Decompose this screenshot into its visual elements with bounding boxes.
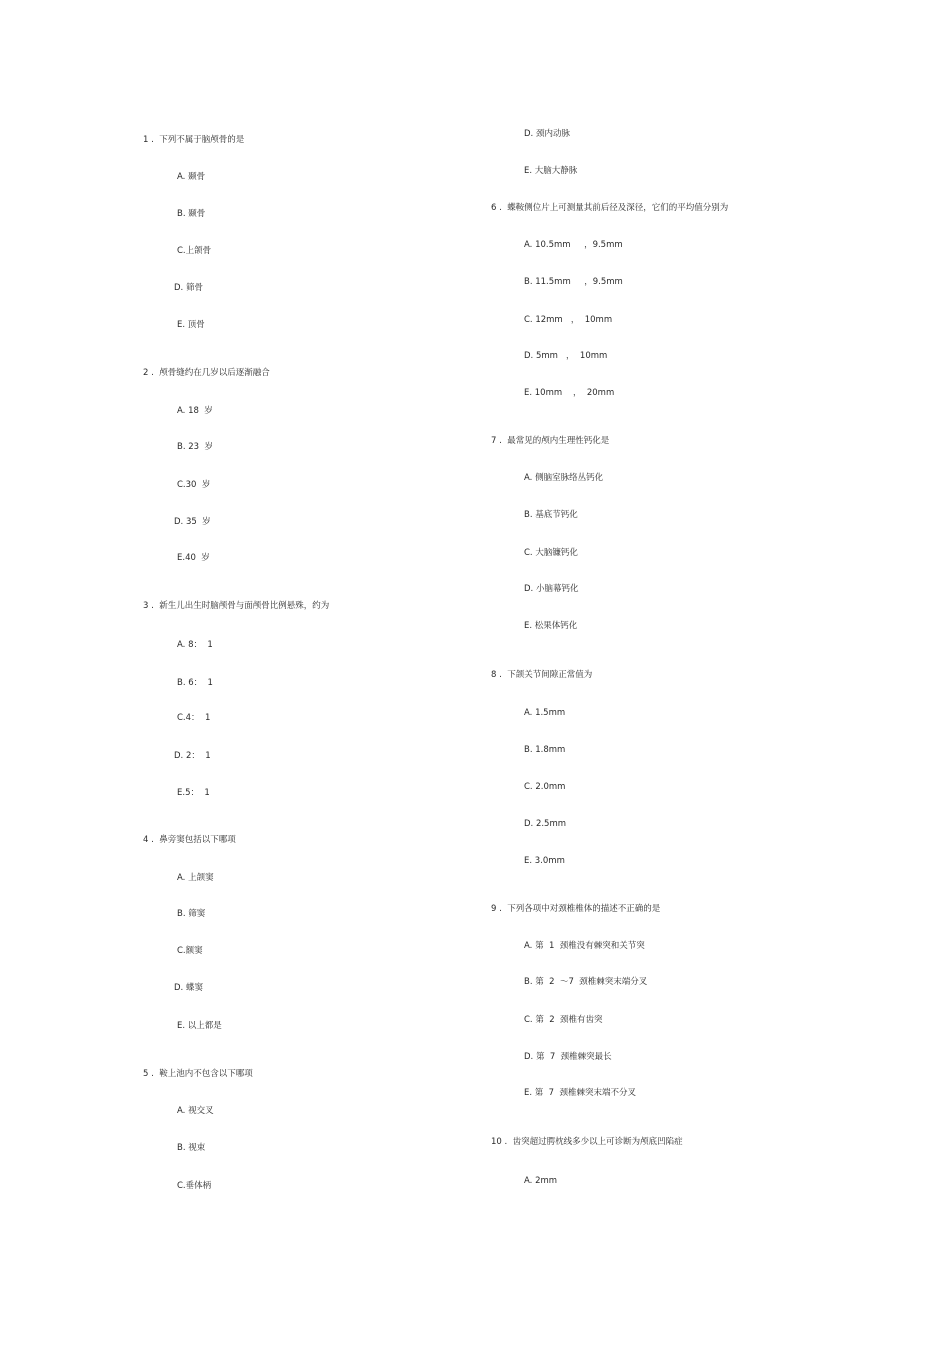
question-5: 5 . 鞍上池内不包含以下哪项 xyxy=(143,1069,253,1079)
q4-option-a[interactable]: A. 上颌窦 xyxy=(177,873,214,883)
left-column xyxy=(0,0,360,1345)
q1-option-a[interactable]: A. 颞骨 xyxy=(177,172,206,182)
q5-option-c[interactable]: C.垂体柄 xyxy=(177,1181,212,1191)
q8-option-d[interactable]: D. 2.5mm xyxy=(524,819,567,829)
q3-option-c[interactable]: C.4： 1 xyxy=(177,713,211,723)
question-10: 10 . 齿突超过腭枕线多少以上可诊断为颅底凹陷症 xyxy=(491,1137,683,1147)
q10-option-a[interactable]: A. 2mm xyxy=(524,1176,558,1186)
q8-option-b[interactable]: B. 1.8mm xyxy=(524,745,566,755)
q9-option-b[interactable]: B. 第 2 ～7 颈椎棘突末端分叉 xyxy=(524,977,648,987)
q7-option-a[interactable]: A. 侧脑室脉络丛钙化 xyxy=(524,473,604,483)
q6-option-a[interactable]: A. 10.5mm ，9.5mm xyxy=(524,240,623,250)
q7-option-e[interactable]: E. 松果体钙化 xyxy=(524,621,578,631)
question-9: 9 . 下列各项中对颈椎椎体的描述不正确的是 xyxy=(491,904,661,914)
q6-option-b[interactable]: B. 11.5mm ，9.5mm xyxy=(524,277,623,287)
q2-option-b[interactable]: B. 23 岁 xyxy=(177,442,213,452)
q4-option-c[interactable]: C.额窦 xyxy=(177,946,203,956)
q3-option-e[interactable]: E.5： 1 xyxy=(177,788,210,798)
q5-option-e[interactable]: E. 大脑大静脉 xyxy=(524,166,578,176)
q2-option-a[interactable]: A. 18 岁 xyxy=(177,406,213,416)
q3-option-d[interactable]: D. 2： 1 xyxy=(174,751,211,761)
q5-option-d[interactable]: D. 颈内动脉 xyxy=(524,129,570,139)
q4-option-d[interactable]: D. 蝶窦 xyxy=(174,983,203,993)
q4-option-b[interactable]: B. 筛窦 xyxy=(177,909,206,919)
q9-option-e[interactable]: E. 第 7 颈椎棘突末端不分叉 xyxy=(524,1088,636,1098)
question-8: 8 . 下颌关节间隙正常值为 xyxy=(491,670,593,680)
q7-option-c[interactable]: C. 大脑镰钙化 xyxy=(524,548,578,558)
q7-option-d[interactable]: D. 小脑幕钙化 xyxy=(524,584,579,594)
q9-option-d[interactable]: D. 第 7 颈椎棘突最长 xyxy=(524,1052,612,1062)
question-3: 3 . 新生儿出生时脑颅骨与面颅骨比例悬殊，约为 xyxy=(143,601,330,611)
q6-option-c[interactable]: C. 12mm ， 10mm xyxy=(524,315,613,325)
q2-option-c[interactable]: C.30 岁 xyxy=(177,480,211,490)
q8-option-c[interactable]: C. 2.0mm xyxy=(524,782,566,792)
q1-option-b[interactable]: B. 颞骨 xyxy=(177,209,206,219)
question-1: 1 . 下列不属于脑颅骨的是 xyxy=(143,135,245,145)
q2-option-e[interactable]: E.40 岁 xyxy=(177,553,210,563)
question-2: 2 . 颅骨缝约在几岁以后逐渐融合 xyxy=(143,368,270,378)
q1-option-d[interactable]: D. 筛骨 xyxy=(174,283,203,293)
q3-option-a[interactable]: A. 8： 1 xyxy=(177,640,213,650)
right-column xyxy=(480,0,920,1345)
q5-option-b[interactable]: B. 视束 xyxy=(177,1143,206,1153)
q6-option-e[interactable]: E. 10mm ， 20mm xyxy=(524,388,615,398)
q3-option-b[interactable]: B. 6： 1 xyxy=(177,678,213,688)
question-6: 6 . 蝶鞍侧位片上可测量其前后径及深径，它们的平均值分别为 xyxy=(491,203,729,213)
q2-option-d[interactable]: D. 35 岁 xyxy=(174,517,211,527)
q9-option-c[interactable]: C. 第 2 颈椎有齿突 xyxy=(524,1015,603,1025)
question-4: 4 . 鼻旁窦包括以下哪项 xyxy=(143,835,236,845)
q1-option-e[interactable]: E. 顶骨 xyxy=(177,320,205,330)
q8-option-e[interactable]: E. 3.0mm xyxy=(524,856,565,866)
q1-option-c[interactable]: C.上颌骨 xyxy=(177,246,212,256)
q4-option-e[interactable]: E. 以上都是 xyxy=(177,1021,222,1031)
q7-option-b[interactable]: B. 基底节钙化 xyxy=(524,510,578,520)
q9-option-a[interactable]: A. 第 1 颈椎没有棘突和关节突 xyxy=(524,941,645,951)
q8-option-a[interactable]: A. 1.5mm xyxy=(524,708,566,718)
q6-option-d[interactable]: D. 5mm ， 10mm xyxy=(524,351,608,361)
q5-option-a[interactable]: A. 视交叉 xyxy=(177,1106,214,1116)
question-7: 7 . 最常见的颅内生理性钙化是 xyxy=(491,436,610,446)
